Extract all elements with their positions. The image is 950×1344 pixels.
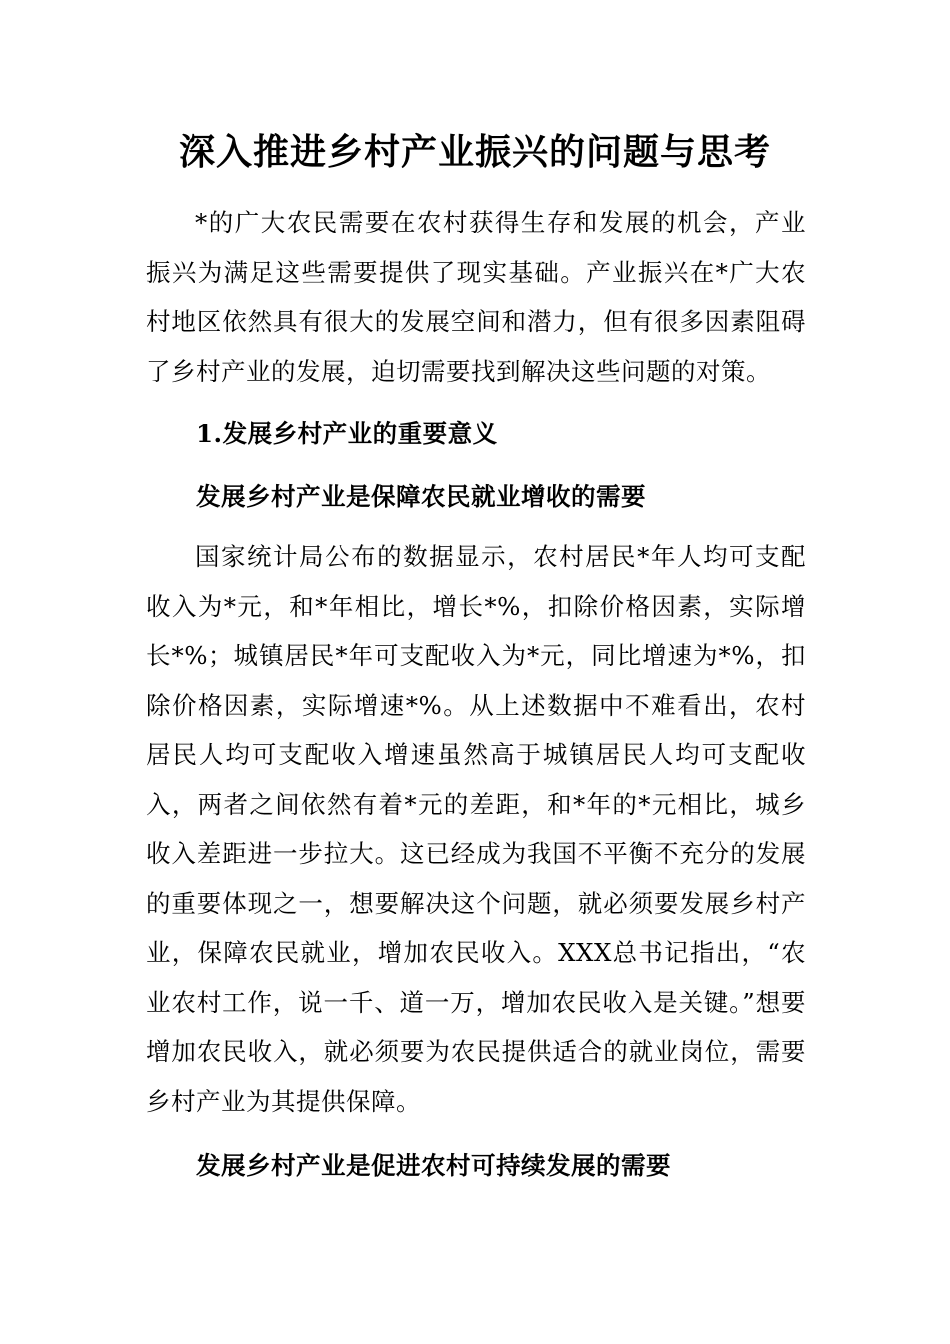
page-title: 深入推进乡村产业振兴的问题与思考 [178, 131, 771, 173]
subheading-sustainable-development: 发展乡村产业是促进农村可持续发展的需要 [196, 1151, 671, 1180]
section-heading: 1.发展乡村产业的重要意义 [196, 419, 498, 448]
intro-paragraph: *的广大农民需要在农村获得生存和发展的机会，产业振兴为满足这些需要提供了现实基础。产业振兴在*广大农村地区依然具有很大的发展空间和潜力，但有很多因素阻碍了乡村产业的发展，迫切需要找到解决这些问题的对策。 [146, 208, 806, 386]
subheading-employment-income: 发展乡村产业是保障农民就业增收的需要 [196, 482, 646, 511]
income-paragraph: 国家统计局公布的数据显示，农村居民*年人均可支配收入为*元，和*年相比，增长*%，扣除价格因素，实际增长*%；城镇居民*年可支配收入为*元，同比增速为*%，扣除价格因素，实际增速*%。从上述数据中不难看出，农村居民人均可支配收入增速虽然高于城镇居民人均可支配收入，两者之间依然有着*元的差距，和*年的*元相比，城乡收入差距进一步拉大。这已经成为我国不平衡不充分的发展的重要体现之一，想要解决这个问题，就必须要发展乡村产业，保障农民就业，增加农民收入。XXX总书记指出，“农业农村工作，说一千、道一万，增加农民收入是关键。”想要增加农民收入，就必须要为农民提供适合的就业岗位，需要乡村产业为其提供保障。 [146, 542, 806, 1116]
